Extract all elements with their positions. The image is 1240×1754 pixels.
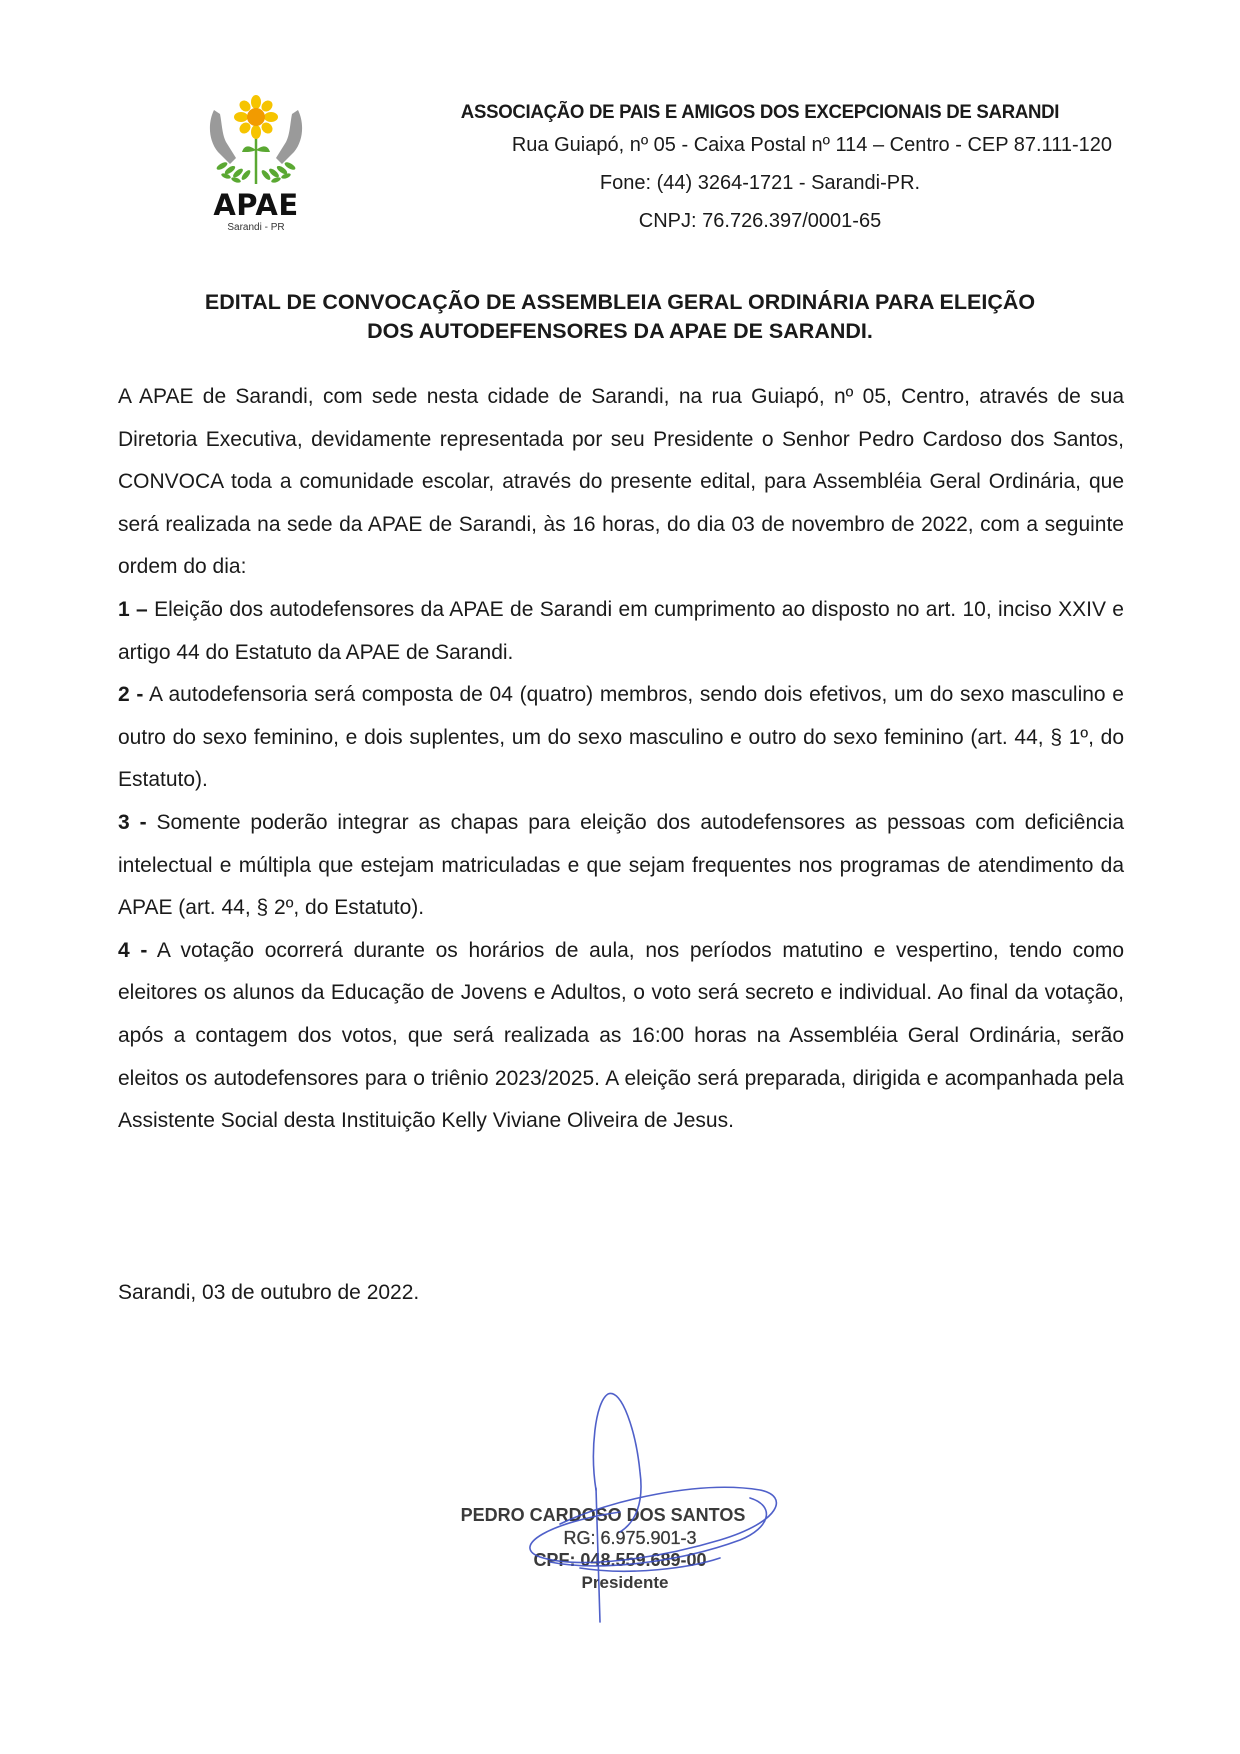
organization-phone: Fone: (44) 3264-1721 - Sarandi-PR. bbox=[599, 172, 921, 194]
apae-logo bbox=[200, 92, 312, 242]
signer-role: Presidente bbox=[581, 1573, 669, 1592]
agenda-item-text: Eleição dos autodefensores da APAE de Sarandi em cumprimento ao disposto no art. 10, inciso XXIV e artigo 44 do Estatuto da APAE de Sarandi. bbox=[118, 597, 1124, 664]
logo-text: APAE bbox=[213, 188, 299, 222]
signer-rg: RG: 6.975.901-3 bbox=[563, 1528, 697, 1548]
place-date: Sarandi, 03 de outubro de 2022. bbox=[118, 1281, 420, 1304]
agenda-item-number: 1 – bbox=[118, 597, 148, 621]
title-line-1: EDITAL DE CONVOCAÇÃO DE ASSEMBLEIA GERAL ORDINÁRIA PARA ELEIÇÃO bbox=[204, 290, 1036, 314]
left-hand-icon bbox=[210, 110, 236, 164]
intro-paragraph: A APAE de Sarandi, com sede nesta cidade de Sarandi, na rua Guiapó, nº 05, Centro, através de sua Diretoria Executiva, devidamente representada por seu Presidente o Senhor Pedro Cardoso dos Santos, CONVOCA toda a comunidade escolar, através do presente edital, para Assembléia Geral Ordinária, que será realizada na sede da APAE de Sarandi, às 16 horas, do dia 03 de novembro de 2022, com a seguinte ordem do dia: bbox=[118, 385, 1124, 579]
organization-cnpj: CNPJ: 76.726.397/0001-65 bbox=[638, 210, 882, 232]
agenda-item bbox=[118, 802, 1124, 930]
agenda-item-text: A autodefensoria será composta de 04 (quatro) membros, sendo dois efetivos, um do sexo masculino e outro do sexo feminino, e dois suplentes, um do sexo masculino e outro do sexo feminino (art. 44, § 1º, do Estatuto). bbox=[118, 683, 1124, 792]
title-line-2: DOS AUTODEFENSORES DA APAE DE SARANDI. bbox=[367, 319, 873, 343]
handwritten-signature-icon bbox=[400, 1372, 850, 1642]
document-body bbox=[118, 376, 1124, 1143]
logo-subtitle: Sarandi - PR bbox=[227, 222, 285, 233]
agenda-item-number: 4 - bbox=[118, 938, 148, 962]
letterhead bbox=[380, 100, 1140, 240]
agenda-item bbox=[118, 589, 1124, 674]
signature-block bbox=[400, 1372, 850, 1642]
signer-name: PEDRO CARDOSO DOS SANTOS bbox=[460, 1505, 746, 1525]
document-title bbox=[110, 288, 1130, 346]
agenda-item-text: Somente poderão integrar as chapas para eleição dos autodefensores as pessoas com deficiência intelectual e múltipla que estejam matriculadas e que sejam frequentes nos programas de atendimento da APAE (art. 44, § 2º, do Estatuto). bbox=[118, 810, 1124, 920]
agenda-item bbox=[118, 674, 1124, 802]
agenda-item bbox=[118, 930, 1124, 1143]
agenda-item-number: 2 - bbox=[118, 683, 144, 707]
organization-name: ASSOCIAÇÃO DE PAIS E AMIGOS DOS EXCEPCIONAIS DE SARANDI bbox=[460, 102, 1060, 123]
agenda-item-number: 3 - bbox=[118, 810, 147, 834]
apae-flower-hands-icon bbox=[200, 92, 312, 188]
organization-address: Rua Guiapó, nº 05 - Caixa Postal nº 114 – Centro - CEP 87.111-120 bbox=[511, 134, 1112, 156]
agenda-item-text: A votação ocorrerá durante os horários de aula, nos períodos matutino e vespertino, tendo como eleitores os alunos da Educação de Jovens e Adultos, o voto será secreto e individual. Ao final da votação, após a contagem dos votos, que será realizada as 16:00 horas na Assembléia Geral Ordinária, serão eleitos os autodefensores para o triênio 2023/2025. A eleição será preparada, dirigida e acompanhada pela Assistente Social desta Instituição Kelly Viviane Oliveira de Jesus. bbox=[118, 938, 1124, 1133]
signer-cpf: CPF: 048.559.689-00 bbox=[533, 1550, 707, 1570]
right-hand-icon bbox=[276, 110, 302, 164]
